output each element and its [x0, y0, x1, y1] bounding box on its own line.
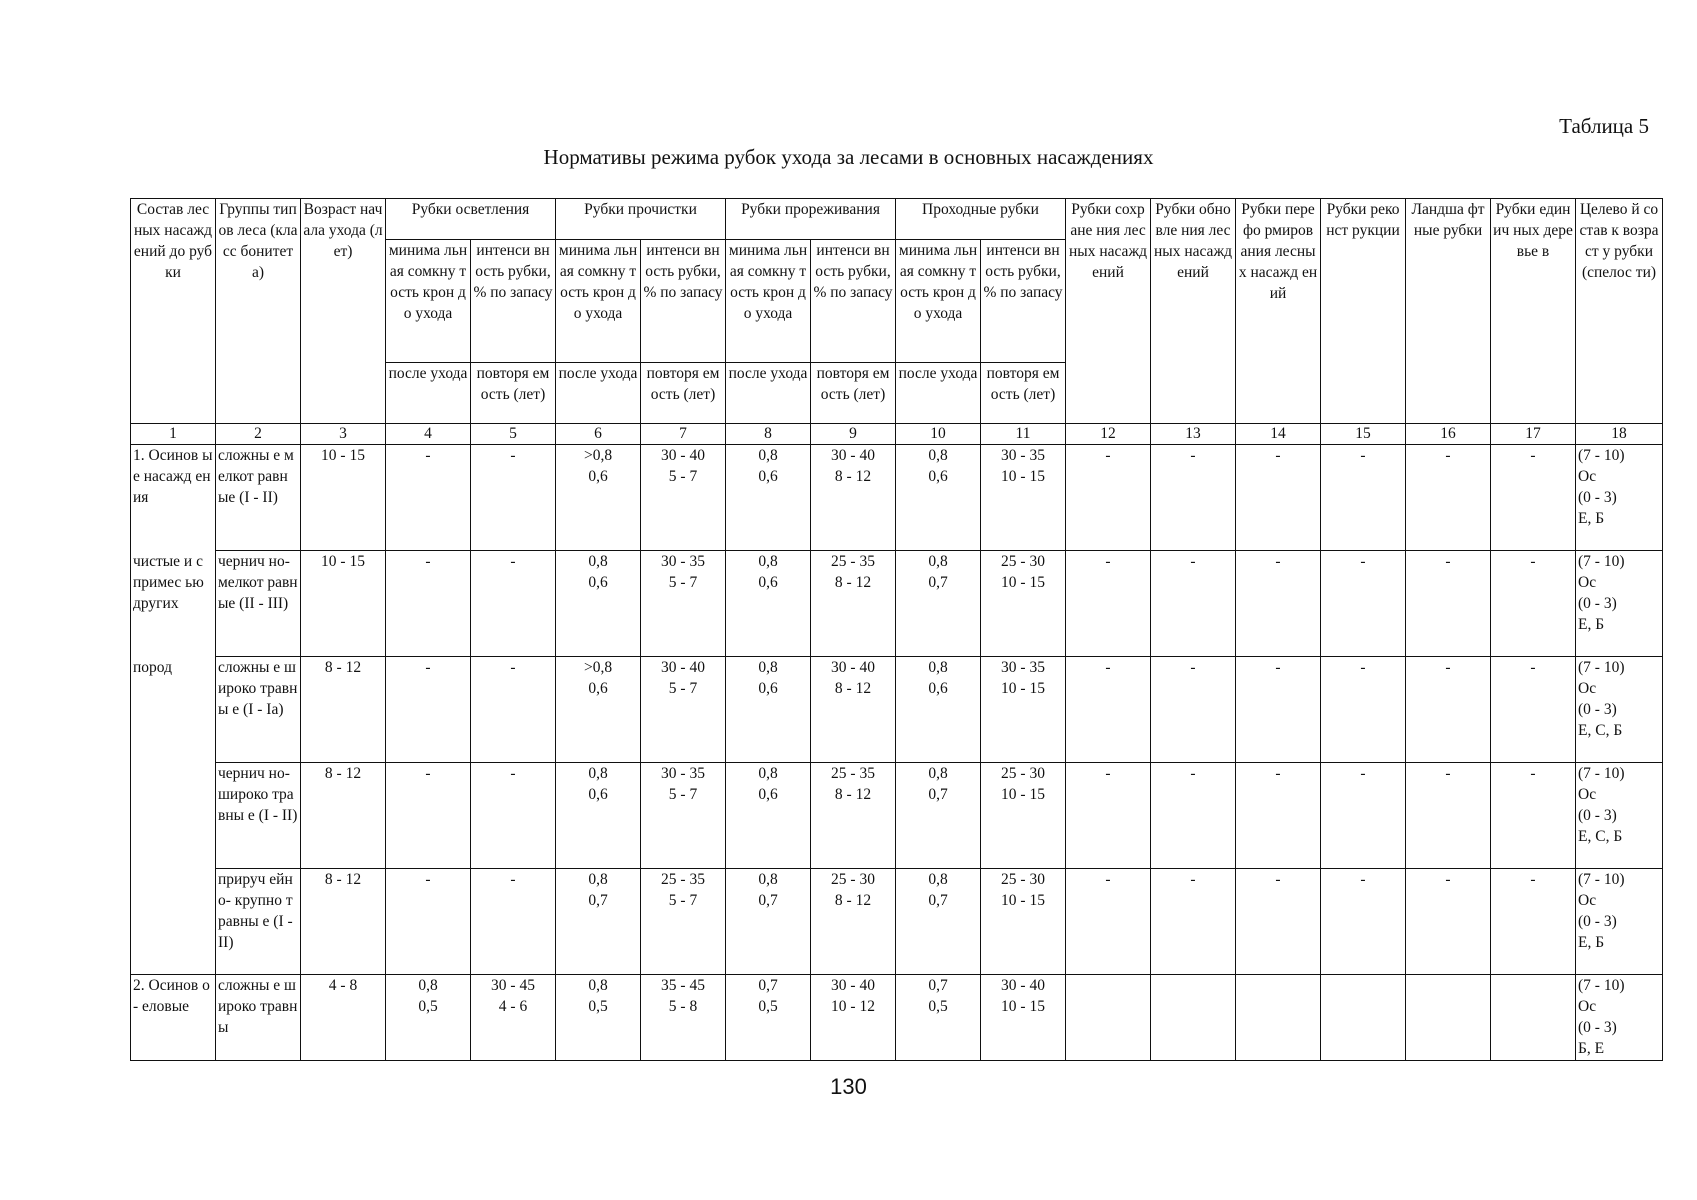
value-cell-c9: 30 - 40 8 - 12 — [811, 445, 896, 551]
value-cell-c11: 25 - 30 10 - 15 — [981, 763, 1066, 869]
value-cell-c10: 0,8 0,7 — [896, 763, 981, 869]
header-intensity: интенси вность рубки, % по запасу — [981, 240, 1066, 363]
header-group-prohodnye: Проходные рубки — [896, 199, 1066, 240]
col-number: 6 — [556, 424, 641, 445]
value-cell-c12: - — [1066, 551, 1151, 657]
header-after: после ухода — [896, 363, 981, 424]
composition-cell — [131, 763, 216, 869]
col-number: 7 — [641, 424, 726, 445]
value-cell-c5: - — [471, 763, 556, 869]
header-intensity: интенси вность рубки, % по запасу — [471, 240, 556, 363]
value-cell-c13: - — [1151, 869, 1236, 975]
value-cell-c15 — [1321, 975, 1406, 1061]
value-cell-c4: - — [386, 763, 471, 869]
col-number: 11 — [981, 424, 1066, 445]
value-cell-c9: 25 - 35 8 - 12 — [811, 763, 896, 869]
value-cell-c6: 0,8 0,7 — [556, 869, 641, 975]
value-cell-c14: - — [1236, 551, 1321, 657]
value-cell-c4: - — [386, 657, 471, 763]
composition-cell: 1. Осинов ые насажд ения — [131, 445, 216, 551]
value-cell-c9: 25 - 35 8 - 12 — [811, 551, 896, 657]
value-cell-c7: 35 - 45 5 - 8 — [641, 975, 726, 1061]
col-number: 17 — [1491, 424, 1576, 445]
value-cell-c17: - — [1491, 869, 1576, 975]
header-group-osvetlenie: Рубки осветления — [386, 199, 556, 240]
header-repeat: повторя емость (лет) — [471, 363, 556, 424]
col-number: 1 — [131, 424, 216, 445]
col-number: 5 — [471, 424, 556, 445]
col-number: 3 — [301, 424, 386, 445]
value-cell-c8: 0,8 0,7 — [726, 869, 811, 975]
value-cell-c14: - — [1236, 445, 1321, 551]
forest-type-cell: сложны е широко травны е (I - Ia) — [216, 657, 301, 763]
start-age-cell: 10 - 15 — [301, 445, 386, 551]
header-composition: Состав лесных насажд ений до рубки — [131, 199, 216, 424]
start-age-cell: 10 - 15 — [301, 551, 386, 657]
composition-cell: 2. Осинов о- еловые — [131, 975, 216, 1061]
value-cell-c5: - — [471, 657, 556, 763]
value-cell-c6: 0,8 0,5 — [556, 975, 641, 1061]
value-cell-c7: 30 - 40 5 - 7 — [641, 657, 726, 763]
value-cell-c16: - — [1406, 551, 1491, 657]
col-number: 13 — [1151, 424, 1236, 445]
forest-type-cell: сложны е мелкот равные (I - II) — [216, 445, 301, 551]
value-cell-c11: 30 - 35 10 - 15 — [981, 657, 1066, 763]
value-cell-c14 — [1236, 975, 1321, 1061]
start-age-cell: 8 - 12 — [301, 763, 386, 869]
value-cell-c7: 30 - 35 5 - 7 — [641, 763, 726, 869]
header-repeat: повторя емость (лет) — [811, 363, 896, 424]
value-cell-c18: (7 - 10) Ос (0 - 3) Е, Б — [1576, 551, 1663, 657]
header-row-1 — [131, 199, 1663, 240]
header-repeat: повторя емость (лет) — [641, 363, 726, 424]
col-number: 14 — [1236, 424, 1321, 445]
header-group-prorezhivanie: Рубки прореживания — [726, 199, 896, 240]
value-cell-c8: 0,8 0,6 — [726, 445, 811, 551]
start-age-cell: 8 - 12 — [301, 657, 386, 763]
header-col-13: Рубки обновле ния лесных насажд ений — [1151, 199, 1236, 424]
value-cell-c4: - — [386, 445, 471, 551]
header-after: после ухода — [386, 363, 471, 424]
header-intensity: интенси вность рубки, % по запасу — [811, 240, 896, 363]
value-cell-c18: (7 - 10) Ос (0 - 3) Б, Е — [1576, 975, 1663, 1061]
col-number: 8 — [726, 424, 811, 445]
value-cell-c13: - — [1151, 657, 1236, 763]
value-cell-c10: 0,7 0,5 — [896, 975, 981, 1061]
header-group-prochistka: Рубки прочистки — [556, 199, 726, 240]
header-min-density: минима льная сомкну тость крон до ухода — [556, 240, 641, 363]
composition-cell: пород — [131, 657, 216, 763]
value-cell-c7: 30 - 35 5 - 7 — [641, 551, 726, 657]
value-cell-c15: - — [1321, 445, 1406, 551]
table-row — [131, 657, 1663, 763]
value-cell-c5: 30 - 45 4 - 6 — [471, 975, 556, 1061]
value-cell-c14: - — [1236, 869, 1321, 975]
start-age-cell: 4 - 8 — [301, 975, 386, 1061]
value-cell-c16 — [1406, 975, 1491, 1061]
header-col-15: Рубки реконст рукции — [1321, 199, 1406, 424]
value-cell-c13 — [1151, 975, 1236, 1061]
header-col-14: Рубки перефо рмиров ания лесных насажд ений — [1236, 199, 1321, 424]
value-cell-c6: >0,8 0,6 — [556, 657, 641, 763]
value-cell-c17 — [1491, 975, 1576, 1061]
header-after: после ухода — [556, 363, 641, 424]
value-cell-c11: 30 - 35 10 - 15 — [981, 445, 1066, 551]
value-cell-c9: 25 - 30 8 - 12 — [811, 869, 896, 975]
page-number: 130 — [830, 1074, 867, 1099]
header-min-density: минима льная сомкну тость крон до ухода — [896, 240, 981, 363]
value-cell-c16: - — [1406, 657, 1491, 763]
value-cell-c10: 0,8 0,6 — [896, 657, 981, 763]
value-cell-c16: - — [1406, 445, 1491, 551]
composition-cell: чистые и с примес ью других — [131, 551, 216, 657]
table-caption: Таблица 5 — [1559, 114, 1649, 138]
value-cell-c18: (7 - 10) Ос (0 - 3) Е, Б — [1576, 869, 1663, 975]
value-cell-c6: 0,8 0,6 — [556, 763, 641, 869]
column-number-row — [131, 424, 1663, 445]
forest-type-cell: чернич но- мелкот равные (II - III) — [216, 551, 301, 657]
value-cell-c12: - — [1066, 763, 1151, 869]
forest-type-cell: чернич но- широко травны е (I - II) — [216, 763, 301, 869]
value-cell-c6: >0,8 0,6 — [556, 445, 641, 551]
value-cell-c13: - — [1151, 445, 1236, 551]
value-cell-c15: - — [1321, 551, 1406, 657]
table-row — [131, 445, 1663, 551]
header-col-12: Рубки сохране ния лесных насажд ений — [1066, 199, 1151, 424]
header-repeat: повторя емость (лет) — [981, 363, 1066, 424]
header-min-density: минима льная сомкну тость крон до ухода — [726, 240, 811, 363]
header-after: после ухода — [726, 363, 811, 424]
header-col-18: Целево й состав к возраст у рубки (спелос ти) — [1576, 199, 1663, 424]
header-col-17: Рубки единич ных деревье в — [1491, 199, 1576, 424]
col-number: 2 — [216, 424, 301, 445]
value-cell-c18: (7 - 10) Ос (0 - 3) Е, С, Б — [1576, 763, 1663, 869]
value-cell-c6: 0,8 0,6 — [556, 551, 641, 657]
value-cell-c11: 25 - 30 10 - 15 — [981, 869, 1066, 975]
value-cell-c8: 0,8 0,6 — [726, 551, 811, 657]
value-cell-c5: - — [471, 551, 556, 657]
start-age-cell: 8 - 12 — [301, 869, 386, 975]
table-row — [131, 975, 1663, 1061]
value-cell-c12: - — [1066, 657, 1151, 763]
col-number: 4 — [386, 424, 471, 445]
norms-table — [130, 198, 1663, 1061]
value-cell-c10: 0,8 0,7 — [896, 551, 981, 657]
value-cell-c8: 0,8 0,6 — [726, 763, 811, 869]
header-start-age: Возраст начала ухода (лет) — [301, 199, 386, 424]
value-cell-c15: - — [1321, 869, 1406, 975]
value-cell-c14: - — [1236, 657, 1321, 763]
forest-type-cell: прируч ейно- крупно травны е (I - II) — [216, 869, 301, 975]
value-cell-c7: 30 - 40 5 - 7 — [641, 445, 726, 551]
value-cell-c9: 30 - 40 8 - 12 — [811, 657, 896, 763]
value-cell-c12: - — [1066, 869, 1151, 975]
value-cell-c12 — [1066, 975, 1151, 1061]
col-number: 16 — [1406, 424, 1491, 445]
value-cell-c9: 30 - 40 10 - 12 — [811, 975, 896, 1061]
forest-type-cell: сложны е широко травны — [216, 975, 301, 1061]
col-number: 10 — [896, 424, 981, 445]
document-title: Нормативы режима рубок ухода за лесами в основных насаждениях — [543, 145, 1154, 169]
value-cell-c5: - — [471, 445, 556, 551]
value-cell-c4: 0,8 0,5 — [386, 975, 471, 1061]
header-forest-type-groups: Группы типов леса (класс бонитет а) — [216, 199, 301, 424]
table-row — [131, 763, 1663, 869]
value-cell-c18: (7 - 10) Ос (0 - 3) Е, Б — [1576, 445, 1663, 551]
value-cell-c13: - — [1151, 551, 1236, 657]
value-cell-c12: - — [1066, 445, 1151, 551]
value-cell-c18: (7 - 10) Ос (0 - 3) Е, С, Б — [1576, 657, 1663, 763]
value-cell-c4: - — [386, 869, 471, 975]
value-cell-c8: 0,7 0,5 — [726, 975, 811, 1061]
value-cell-c11: 30 - 40 10 - 15 — [981, 975, 1066, 1061]
value-cell-c8: 0,8 0,6 — [726, 657, 811, 763]
col-number: 12 — [1066, 424, 1151, 445]
value-cell-c17: - — [1491, 551, 1576, 657]
value-cell-c11: 25 - 30 10 - 15 — [981, 551, 1066, 657]
value-cell-c10: 0,8 0,6 — [896, 445, 981, 551]
header-col-16: Ландша фтные рубки — [1406, 199, 1491, 424]
col-number: 15 — [1321, 424, 1406, 445]
value-cell-c17: - — [1491, 763, 1576, 869]
value-cell-c10: 0,8 0,7 — [896, 869, 981, 975]
table-body — [131, 445, 1663, 1061]
table-row — [131, 869, 1663, 975]
value-cell-c17: - — [1491, 657, 1576, 763]
header-min-density: минима льная сомкну тость крон до ухода — [386, 240, 471, 363]
value-cell-c15: - — [1321, 763, 1406, 869]
col-number: 18 — [1576, 424, 1663, 445]
value-cell-c15: - — [1321, 657, 1406, 763]
value-cell-c16: - — [1406, 869, 1491, 975]
value-cell-c7: 25 - 35 5 - 7 — [641, 869, 726, 975]
value-cell-c16: - — [1406, 763, 1491, 869]
value-cell-c5: - — [471, 869, 556, 975]
col-number: 9 — [811, 424, 896, 445]
value-cell-c17: - — [1491, 445, 1576, 551]
header-intensity: интенси вность рубки, % по запасу — [641, 240, 726, 363]
table-row — [131, 551, 1663, 657]
value-cell-c4: - — [386, 551, 471, 657]
value-cell-c13: - — [1151, 763, 1236, 869]
value-cell-c14: - — [1236, 763, 1321, 869]
composition-cell — [131, 869, 216, 975]
